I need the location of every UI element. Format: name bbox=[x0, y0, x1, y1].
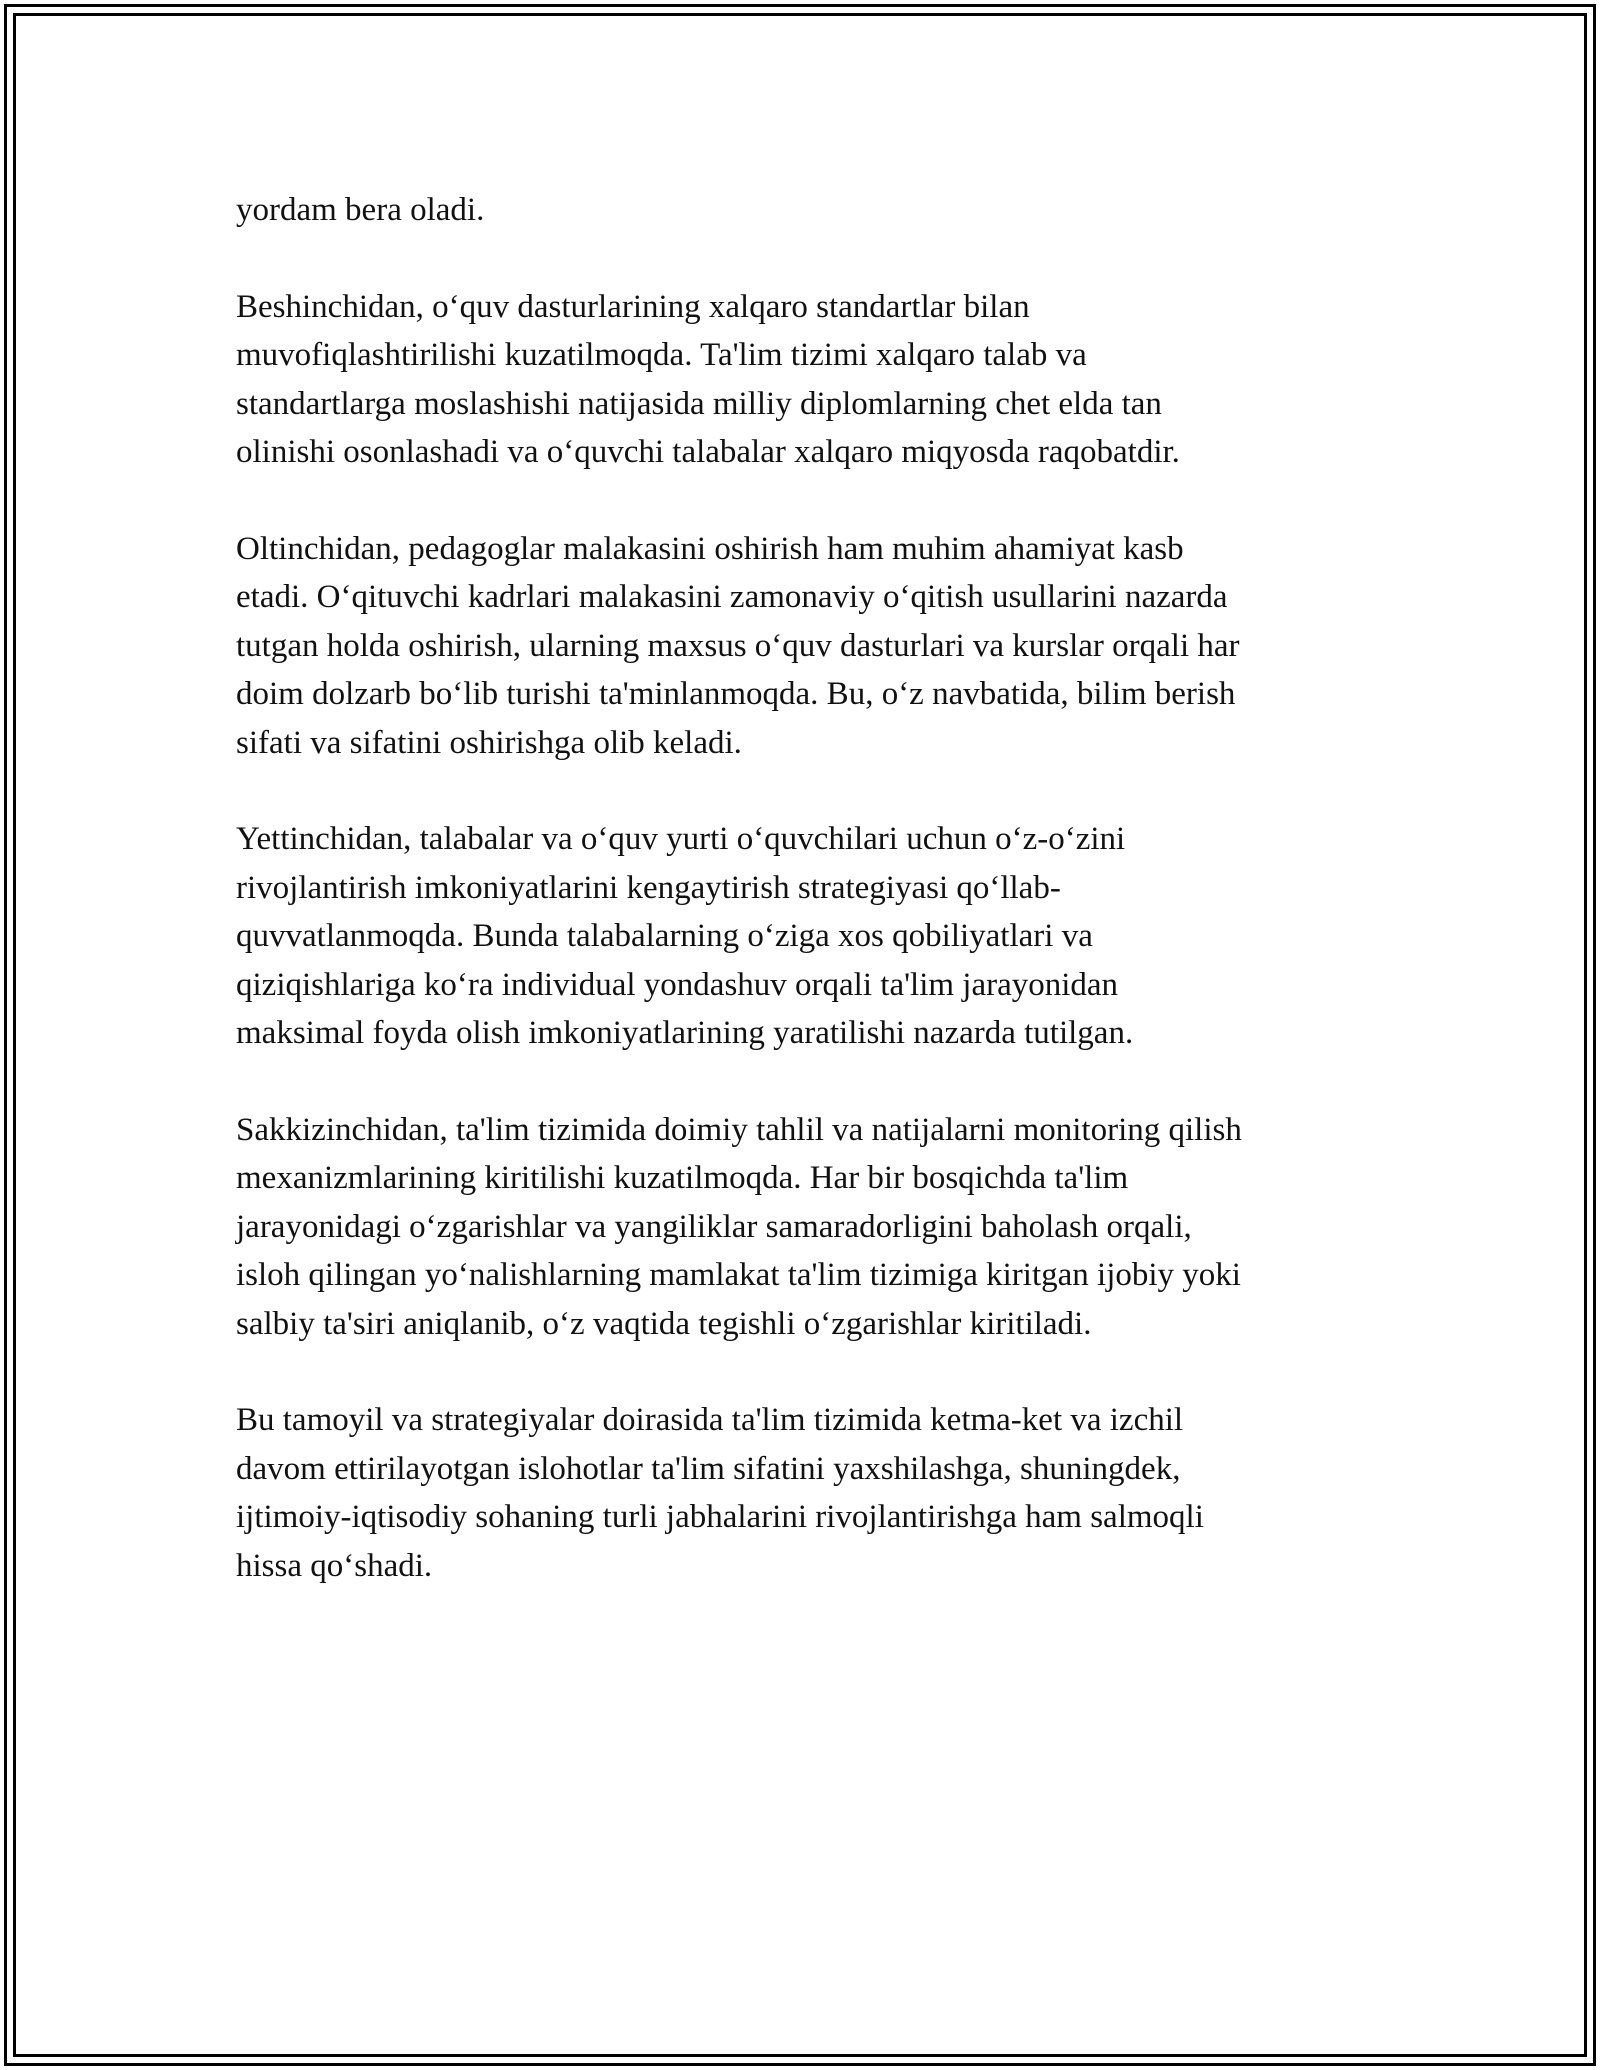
paragraph-seventh: Yettinchidan, talabalar va o‘quv yurti o‘quvchilari uchun o‘z-o‘zini rivojlantirish imkoniyatlarini kengaytirish strategiyasi qo‘llab- quvvatlanmoqda. Bunda talabalarning o‘ziga xos qobiliyatlari va qiziqishlariga ko‘ra individual yondashuv orqali ta'lim jarayonidan maksimal foyda olish imkoniyatlarining yaratilishi nazarda tutilgan. bbox=[236, 821, 1134, 1051]
paragraph-eighth: Sakkizinchidan, ta'lim tizimida doimiy tahlil va natijalarni monitoring qilish mexanizmlarining kiritilishi kuzatilmoqda. Har bir bosqichda ta'lim jarayonidagi o‘zgarishlar va yangiliklar samaradorligini baholash orqali, isloh qilingan yo‘nalishlarning mamlakat ta'lim tizimiga kiritgan ijobiy yoki salbiy ta'siri aniqlanib, o‘z vaqtida tegishli o‘zgarishlar kiritiladi. bbox=[236, 1111, 1242, 1342]
document-body bbox=[236, 186, 1356, 1638]
paragraph-sixth: Oltinchidan, pedagoglar malakasini oshirish ham muhim ahamiyat kasb etadi. O‘qituvchi kadrlari malakasini zamonaviy o‘qitish usullarini nazarda tutgan holda oshirish, ularning maxsus o‘quv dasturlari va kurslar orqali har doim dolzarb bo‘lib turishi ta'minlanmoqda. Bu, o‘z navbatida, bilim berish sifati va sifatini oshirishga olib keladi. bbox=[236, 530, 1240, 761]
paragraph-continuation: yordam bera oladi. bbox=[236, 192, 485, 228]
paragraph-fifth: Beshinchidan, o‘quv dasturlarining xalqaro standartlar bilan muvofiqlashtirilishi kuzatilmoqda. Ta'lim tizimi xalqaro talab va standartlarga moslashishi natijasida milliy diplomlarning chet elda tan olinishi osonlashadi va o‘quvchi talabalar xalqaro miqyosda raqobatdir. bbox=[236, 288, 1180, 470]
paragraph-conclusion: Bu tamoyil va strategiyalar doirasida ta'lim tizimida ketma-ket va izchil davom ettirilayotgan islohotlar ta'lim sifatini yaxshilashga, shuningdek, ijtimoiy-iqtisodiy sohaning turli jabhalarini rivojlantirishga ham salmoqli hissa qo‘shadi. bbox=[236, 1402, 1204, 1584]
